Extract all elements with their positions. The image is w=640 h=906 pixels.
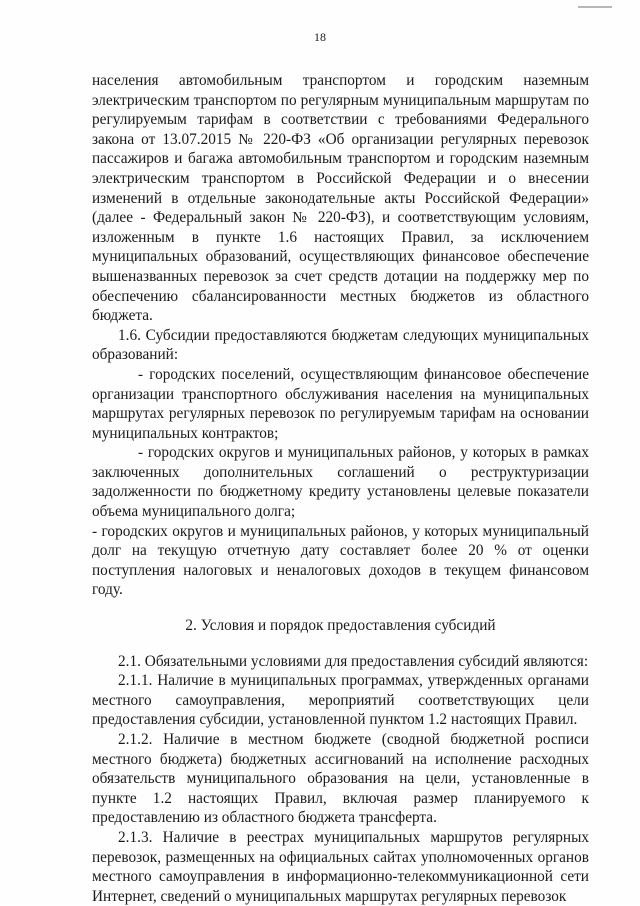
paragraph-2-1: 2.1. Обязательными условиями для предоставления субсидий являются: bbox=[118, 652, 589, 670]
list-item-debt-restructuring: - городских округов и муниципальных районов, у которых в рамках заключенных дополнительных соглашений о реструктуризации задолженности по бюджетному кредиту установлены целевые показатели объема муниципального долга; bbox=[92, 444, 589, 521]
list-item-debt-level: - городских округов и муниципальных районов, у которых муниципальный долг на текущую отчетную дату составляет более 20 % от оценки поступления налоговых и неналоговых доходов в текущем финансовом году. bbox=[92, 522, 589, 599]
section-heading: 2. Условия и порядок предоставления субсидий bbox=[185, 617, 496, 635]
paragraph-2-1-1: 2.1.1. Наличие в муниципальных программах, утвержденных органами местного самоуправления, мероприятий соответствующих цели предоставления субсидии, установленной пунктом 1.2 настоящих Правил. bbox=[92, 672, 589, 729]
paragraph-1-6: 1.6. Субсидии предоставляются бюджетам следующих муниципальных образований: bbox=[92, 326, 589, 364]
list-item-city-settlements: - городских поселений, осуществляющим финансовое обеспечение организации транспортного обслуживания населения на муниципальных маршрутах регулярных перевозок по регулируемым тарифам на основании муниципальных контрактов; bbox=[92, 365, 589, 442]
scan-edge-mark bbox=[578, 6, 612, 8]
paragraph-continuation: населения автомобильным транспортом и городским наземным электрическим транспортом по регулярным муниципальным маршрутам по регулируемым тарифам в соответствии с требованиями Федерального закона от 13.07.2015 № 220-ФЗ «Об организации регулярных перевозок пассажиров и багажа автомобильным транспортом и городским наземным электрическим транспортом в Российской Федерации и о внесении изменений в отдельные законодательные акты Российской Федерации» (далее - Федеральный закон № 220-ФЗ), и соответствующим условиям, изложенным в пункте 1.6 настоящих Правил, за исключением муниципальных образований, осуществляющих финансовое обеспечение вышеназванных перевозок за счет средств дотации на поддержку мер по обеспечению сбалансированности местных бюджетов из областного бюджета. bbox=[92, 72, 589, 325]
paragraph-2-1-3: 2.1.3. Наличие в реестрах муниципальных маршрутов регулярных перевозок, размещенных на официальных сайтах уполномоченных органов местного самоуправления в информационно-телекоммуникационной сети Интернет, сведений о муниципальных маршрутах регулярных перевозок bbox=[92, 828, 589, 905]
page-number: 18 bbox=[314, 30, 326, 44]
paragraph-2-1-2: 2.1.2. Наличие в местном бюджете (сводной бюджетной росписи местного бюджета) бюджетных ассигнований на исполнение расходных обязательств муниципального образования на цели, установленные в пункте 1.2 настоящих Правил, включая размер планируемого к предоставлению из областного бюджета трансферта. bbox=[92, 731, 589, 827]
document-body bbox=[92, 71, 589, 906]
